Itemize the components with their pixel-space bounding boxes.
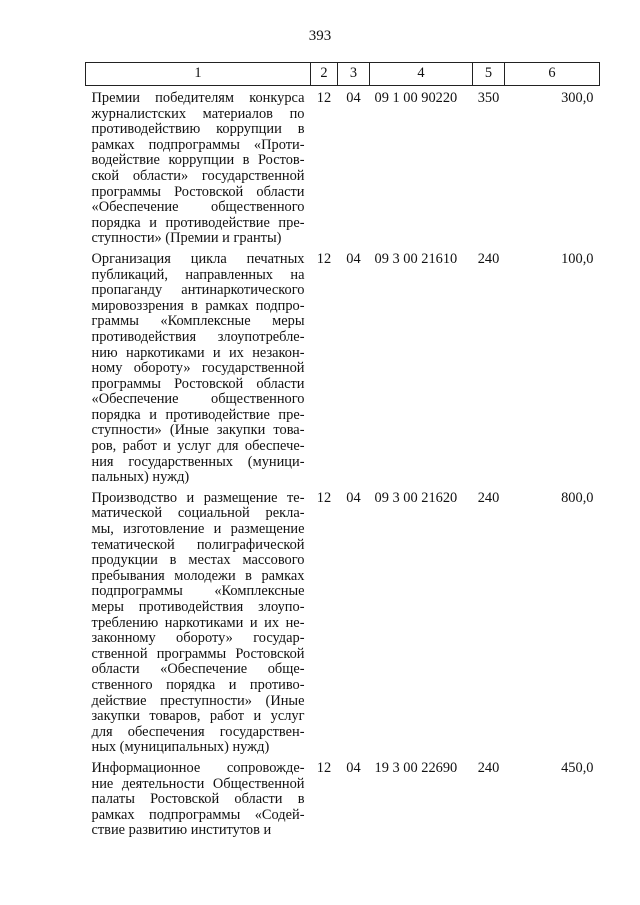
description-line: ному обороту» государственной xyxy=(91,360,305,377)
description-line: «Обеспечение общественного xyxy=(91,391,305,408)
budget-table xyxy=(85,62,600,839)
description-line: ных (муниципальных) нужд) xyxy=(91,739,270,756)
column-header: 2 xyxy=(311,63,338,86)
column-number-header-row xyxy=(86,63,600,86)
expense-type-cell: 350 xyxy=(477,90,500,106)
description-line: порядка и противодействие пре- xyxy=(91,406,305,423)
description-line: палаты Ростовской области в xyxy=(91,791,305,808)
description-line: пальных) нужд) xyxy=(91,469,190,486)
subsection-code-cell: 04 xyxy=(346,90,361,106)
description-line: программы Ростовской области xyxy=(91,375,305,392)
description-line: «Обеспечение общественного xyxy=(91,199,305,216)
description-line: противодействия злоупотребле- xyxy=(91,328,305,345)
description-line: действие преступности» (Иные xyxy=(91,692,305,709)
description-line: пребывания молодежи в рамках xyxy=(91,567,305,584)
table-row xyxy=(86,247,600,486)
description-line: ствие развитию институтов и xyxy=(91,822,272,839)
column-header: 4 xyxy=(370,63,473,86)
description-line: Производство и размещение те- xyxy=(91,489,305,506)
expense-type-cell: 240 xyxy=(477,759,500,776)
description-line: Премии победителям конкурса xyxy=(91,90,305,106)
description-line: ния государственных (муници- xyxy=(91,453,305,470)
amount-cell: 300,0 xyxy=(561,90,594,106)
description-line: для обеспечения государствен- xyxy=(91,723,305,740)
description-line: треблению наркотиками и их не- xyxy=(91,614,305,631)
description-line: Организация цикла печатных xyxy=(91,250,305,267)
description-line: журналистских материалов по xyxy=(91,105,305,122)
description-line: мировоззрения в рамках подпро- xyxy=(91,297,305,314)
description-line: ственной программы Ростовской xyxy=(91,645,305,662)
column-header: 3 xyxy=(338,63,370,86)
description-line: ступности» (Иные закупки това- xyxy=(91,422,305,439)
description-line: пропаганду антинаркотического xyxy=(91,282,305,299)
section-code-cell: 12 xyxy=(316,759,332,776)
column-header: 5 xyxy=(473,63,505,86)
amount-cell: 450,0 xyxy=(561,759,594,776)
description-line: продукции в местах массового xyxy=(91,552,305,569)
subsection-code-cell: 04 xyxy=(346,489,361,506)
description-line: меры противодействия злоупо- xyxy=(91,599,305,615)
target-article-cell: 09 3 00 21620 xyxy=(374,489,458,506)
amount-cell: 800,0 xyxy=(561,489,594,506)
description-line: программы Ростовской области xyxy=(91,183,305,200)
description-line: области «Обеспечение обще- xyxy=(91,661,305,678)
description-line: публикаций, направленных на xyxy=(91,266,305,283)
description-line: ственного порядка и противо- xyxy=(91,676,305,693)
description-line: ние деятельности Общественной xyxy=(91,775,305,792)
description-line: водействие коррупции в Ростов- xyxy=(91,152,305,169)
expense-type-cell: 240 xyxy=(477,489,500,506)
description-line: матической социальной рекла- xyxy=(91,505,305,522)
row-description xyxy=(86,486,311,756)
description-line: граммы «Комплексные меры xyxy=(91,313,305,330)
description-line: мы, изготовление и размещение xyxy=(91,521,305,538)
description-line: закупки товаров, работ и услуг xyxy=(91,708,305,725)
description-line: подпрограммы «Комплексные xyxy=(91,583,305,600)
table-row xyxy=(86,756,600,839)
page-number: 393 xyxy=(308,28,332,44)
row-description xyxy=(86,247,311,486)
description-line: ступности» (Премии и гранты) xyxy=(91,230,282,247)
table-row xyxy=(86,486,600,756)
description-line: нию наркотиками и их незакон- xyxy=(91,344,305,361)
description-line: тематической полиграфической xyxy=(91,536,305,553)
row-description xyxy=(86,756,311,839)
subsection-code-cell: 04 xyxy=(346,250,361,267)
target-article-cell: 19 3 00 22690 xyxy=(374,759,458,776)
description-line: противодействию коррупции в xyxy=(91,121,305,138)
amount-cell: 100,0 xyxy=(561,250,594,267)
column-header: 6 xyxy=(505,63,600,86)
target-article-cell: 09 3 00 21610 xyxy=(374,250,458,267)
section-code-cell: 12 xyxy=(316,489,332,506)
description-line: рамках подпрограммы «Содей- xyxy=(91,806,305,823)
description-line: законному обороту» государ- xyxy=(91,630,305,647)
description-line: рамках подпрограммы «Проти- xyxy=(91,136,305,153)
table-row xyxy=(86,86,600,247)
expense-type-cell: 240 xyxy=(477,250,500,267)
description-line: ской области» государственной xyxy=(91,167,305,184)
description-line: Информационное сопровожде- xyxy=(91,759,305,776)
target-article-cell: 09 1 00 90220 xyxy=(374,90,458,106)
row-description xyxy=(86,86,311,247)
column-header: 1 xyxy=(86,63,311,86)
section-code-cell: 12 xyxy=(316,250,332,267)
description-line: ров, работ и услуг для обеспече- xyxy=(91,438,305,455)
description-line: порядка и противодействие пре- xyxy=(91,214,305,231)
subsection-code-cell: 04 xyxy=(346,759,361,776)
section-code-cell: 12 xyxy=(316,90,332,106)
